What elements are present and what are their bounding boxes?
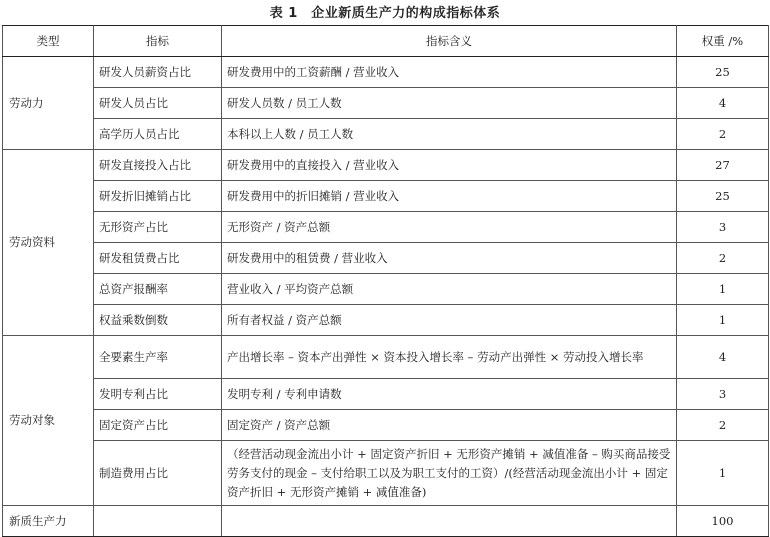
total-row bbox=[3, 506, 769, 537]
table-row bbox=[3, 150, 769, 181]
total-indicator bbox=[94, 506, 222, 537]
meaning-cell: 研发费用中的租赁费 / 营业收入 bbox=[222, 243, 677, 274]
total-type: 新质生产力 bbox=[3, 506, 94, 537]
table-row bbox=[3, 88, 769, 119]
weight-cell: 4 bbox=[677, 336, 769, 379]
table-row bbox=[3, 336, 769, 379]
weight-cell: 2 bbox=[677, 410, 769, 441]
weight-cell: 4 bbox=[677, 88, 769, 119]
group-type-objects: 劳动对象 bbox=[3, 336, 94, 506]
meaning-cell: 研发人员数 / 员工人数 bbox=[222, 88, 677, 119]
indicator-cell: 研发人员占比 bbox=[94, 88, 222, 119]
weight-cell: 1 bbox=[677, 274, 769, 305]
meaning-cell: 无形资产 / 资产总额 bbox=[222, 212, 677, 243]
table-row bbox=[3, 57, 769, 88]
weight-cell: 3 bbox=[677, 379, 769, 410]
weight-cell: 25 bbox=[677, 181, 769, 212]
weight-cell: 1 bbox=[677, 441, 769, 506]
meaning-cell: 研发费用中的工资薪酬 / 营业收入 bbox=[222, 57, 677, 88]
group-type-means: 劳动资料 bbox=[3, 150, 94, 336]
table-title: 表 1 企业新质生产力的构成指标体系 bbox=[269, 6, 501, 21]
table-row bbox=[3, 243, 769, 274]
indicator-cell: 研发折旧摊销占比 bbox=[94, 181, 222, 212]
total-meaning bbox=[222, 506, 677, 537]
header-type: 类型 bbox=[3, 26, 94, 57]
weight-cell: 1 bbox=[677, 305, 769, 336]
indicator-cell: 研发直接投入占比 bbox=[94, 150, 222, 181]
meaning-cell: 营业收入 / 平均资产总额 bbox=[222, 274, 677, 305]
table-row bbox=[3, 212, 769, 243]
header-indicator: 指标 bbox=[94, 26, 222, 57]
indicator-cell: 总资产报酬率 bbox=[94, 274, 222, 305]
meaning-cell: 产出增长率 – 资本产出弹性 × 资本投入增长率 – 劳动产出弹性 × 劳动投入增长率 bbox=[222, 336, 677, 379]
table-row bbox=[3, 119, 769, 150]
meaning-cell: 研发费用中的直接投入 / 营业收入 bbox=[222, 150, 677, 181]
table-row bbox=[3, 379, 769, 410]
meaning-cell: （经营活动现金流出小计 + 固定资产折旧 + 无形资产摊销 + 减值准备 – 购买商品接受劳务支付的现金 – 支付给职工以及为职工支付的工资）/(经营活动现金流出小计 + 固定资产折旧 + 无形资产摊销 + 减值准备) bbox=[222, 441, 677, 506]
table-row bbox=[3, 441, 769, 506]
meaning-cell: 研发费用中的折旧摊销 / 营业收入 bbox=[222, 181, 677, 212]
table-row bbox=[3, 410, 769, 441]
meaning-cell: 本科以上人数 / 员工人数 bbox=[222, 119, 677, 150]
indicator-cell: 发明专利占比 bbox=[94, 379, 222, 410]
header-weight: 权重 /% bbox=[677, 26, 769, 57]
indicator-cell: 高学历人员占比 bbox=[94, 119, 222, 150]
weight-cell: 27 bbox=[677, 150, 769, 181]
indicator-cell: 无形资产占比 bbox=[94, 212, 222, 243]
weight-cell: 2 bbox=[677, 243, 769, 274]
indicator-table bbox=[2, 25, 769, 537]
table-row bbox=[3, 274, 769, 305]
indicator-cell: 固定资产占比 bbox=[94, 410, 222, 441]
indicator-cell: 全要素生产率 bbox=[94, 336, 222, 379]
weight-cell: 2 bbox=[677, 119, 769, 150]
indicator-cell: 制造费用占比 bbox=[94, 441, 222, 506]
total-weight: 100 bbox=[677, 506, 769, 537]
weight-cell: 3 bbox=[677, 212, 769, 243]
table-row bbox=[3, 305, 769, 336]
indicator-cell: 权益乘数倒数 bbox=[94, 305, 222, 336]
meaning-cell: 所有者权益 / 资产总额 bbox=[222, 305, 677, 336]
indicator-cell: 研发租赁费占比 bbox=[94, 243, 222, 274]
indicator-cell: 研发人员薪资占比 bbox=[94, 57, 222, 88]
header-meaning: 指标含义 bbox=[222, 26, 677, 57]
meaning-cell: 发明专利 / 专利申请数 bbox=[222, 379, 677, 410]
table-row bbox=[3, 181, 769, 212]
meaning-cell: 固定资产 / 资产总额 bbox=[222, 410, 677, 441]
group-type-labor: 劳动力 bbox=[3, 57, 94, 150]
header-row bbox=[3, 26, 769, 57]
weight-cell: 25 bbox=[677, 57, 769, 88]
